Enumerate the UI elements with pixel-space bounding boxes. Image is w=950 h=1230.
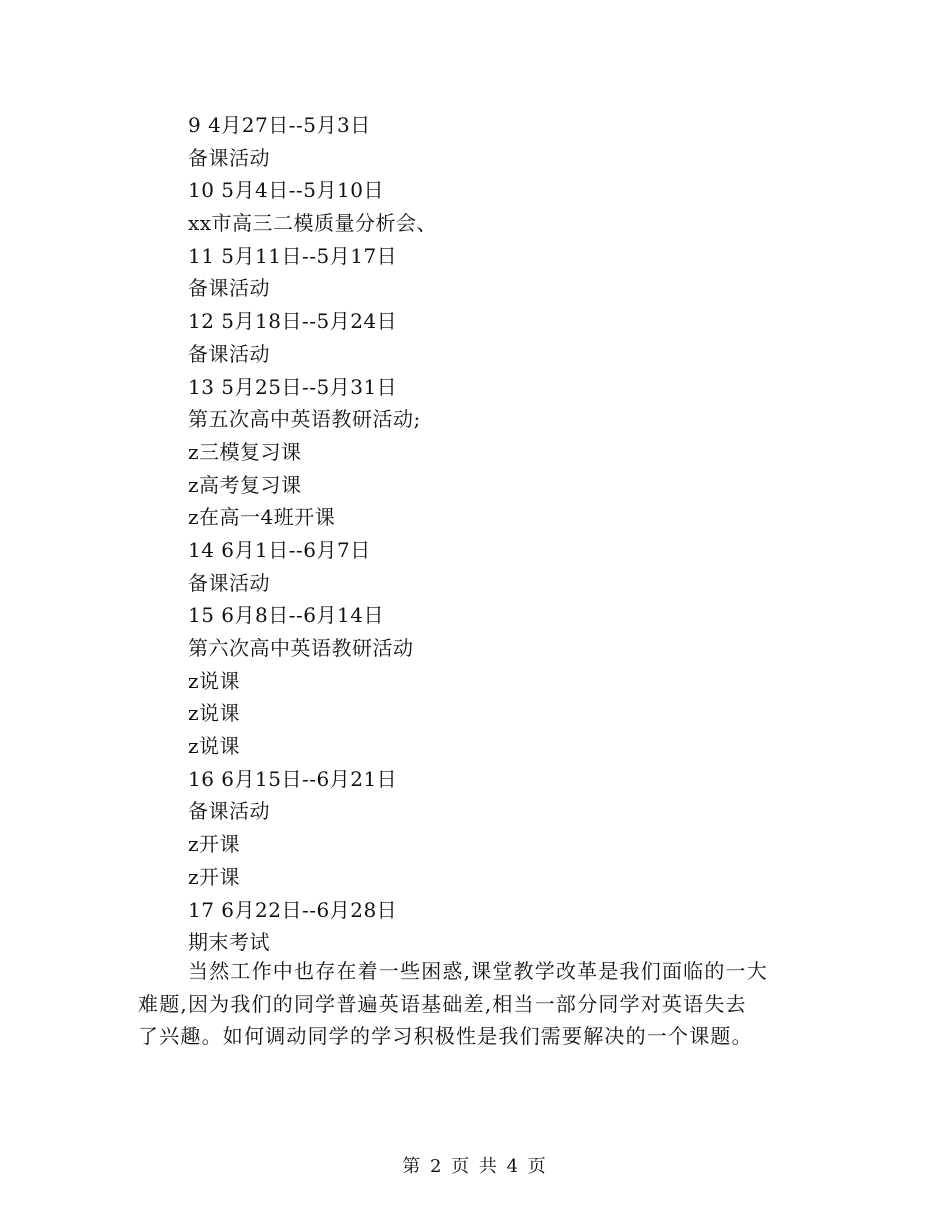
schedule-line: 16 6月15日--6月21日 (188, 766, 398, 791)
schedule-line: 备课活动 (188, 145, 270, 170)
schedule-line: z在高一4班开课 (188, 505, 336, 530)
schedule-line: 第五次高中英语教研活动; (188, 407, 421, 432)
schedule-list (188, 109, 828, 959)
schedule-line: 期末考试 (188, 930, 270, 955)
schedule-line: z说课 (188, 668, 241, 693)
schedule-line: z三模复习课 (188, 439, 302, 464)
schedule-line: 备课活动 (188, 341, 270, 366)
schedule-line: z高考复习课 (188, 472, 302, 497)
schedule-line: 11 5月11日--5月17日 (188, 243, 398, 268)
schedule-line: 14 6月1日--6月7日 (188, 537, 371, 562)
schedule-line: 备课活动 (188, 276, 270, 301)
schedule-line: 第六次高中英语教研活动 (188, 636, 414, 660)
paragraph-line: 了兴趣。如何调动同学的学习积极性是我们需要解决的一个课题。 (138, 1024, 753, 1049)
schedule-line: z开课 (188, 864, 241, 889)
schedule-line: 17 6月22日--6月28日 (188, 897, 398, 922)
paragraph-line: 当然工作中也存在着一些困惑,课堂教学改革是我们面临的一大 (188, 959, 768, 983)
schedule-line: 13 5月25日--5月31日 (188, 374, 398, 399)
schedule-line: 15 6月8日--6月14日 (188, 603, 384, 628)
schedule-line: z开课 (188, 832, 241, 857)
schedule-line: 10 5月4日--5月10日 (188, 178, 384, 203)
schedule-line: 备课活动 (188, 799, 270, 824)
schedule-line: z说课 (188, 734, 241, 759)
schedule-line: 备课活动 (188, 570, 270, 595)
schedule-line: 9 4月27日--5月3日 (188, 113, 371, 137)
schedule-line: 12 5月18日--5月24日 (188, 309, 398, 334)
page-number: 第 2 页 共 4 页 (402, 1156, 548, 1177)
schedule-line: z说课 (188, 701, 241, 726)
schedule-line: xx市高三二模质量分析会、 (188, 211, 438, 236)
paragraph-line: 难题,因为我们的同学普遍英语基础差,相当一部分同学对英语失去 (138, 991, 747, 1016)
body-paragraph (138, 955, 808, 1053)
